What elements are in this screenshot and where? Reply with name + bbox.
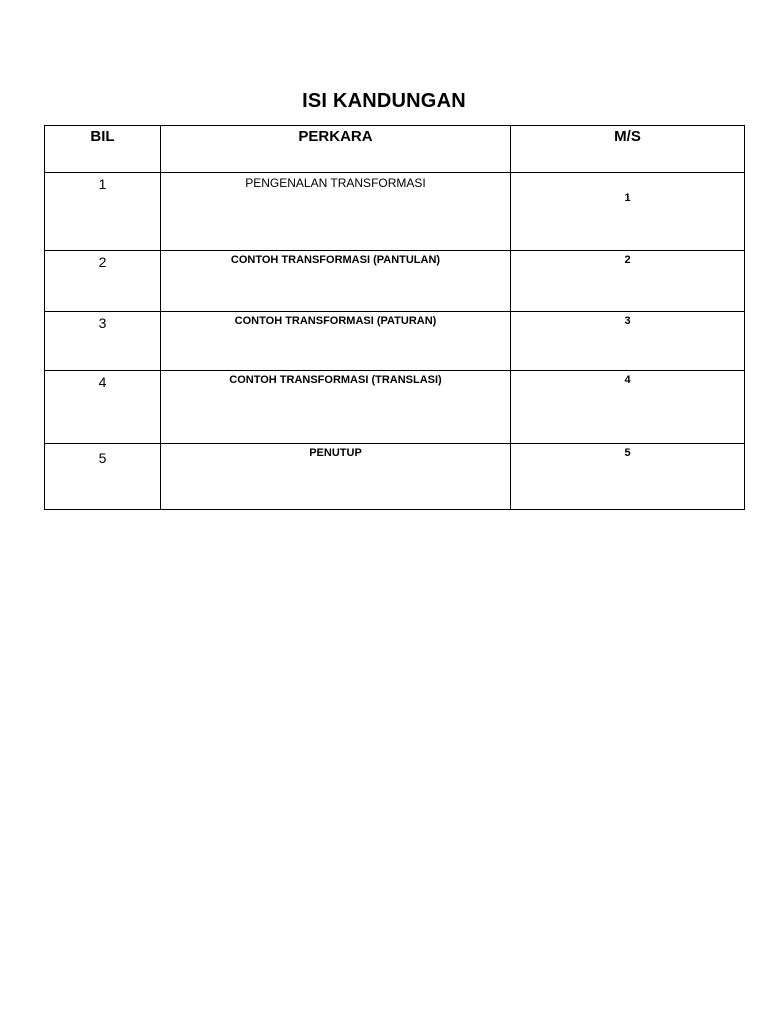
cell-ms: 3 <box>511 312 745 371</box>
cell-bil: 1 <box>45 173 161 251</box>
cell-bil: 3 <box>45 312 161 371</box>
cell-ms: 1 <box>511 173 745 251</box>
table-of-contents <box>44 125 745 510</box>
table-row <box>45 444 745 510</box>
cell-perkara: PENGENALAN TRANSFORMASI <box>161 173 511 251</box>
page-title: ISI KANDUNGAN <box>302 90 466 112</box>
cell-ms: 2 <box>511 251 745 312</box>
table-row <box>45 173 745 251</box>
cell-perkara: CONTOH TRANSFORMASI (PANTULAN) <box>161 251 511 312</box>
cell-ms: 5 <box>511 444 745 510</box>
cell-ms: 4 <box>511 371 745 444</box>
table-header-row <box>45 126 745 173</box>
cell-bil: 4 <box>45 371 161 444</box>
table-row <box>45 251 745 312</box>
cell-perkara: CONTOH TRANSFORMASI (TRANSLASI) <box>161 371 511 444</box>
header-ms: M/S <box>511 126 745 173</box>
cell-bil: 5 <box>45 444 161 510</box>
table-row <box>45 371 745 444</box>
header-perkara: PERKARA <box>161 126 511 173</box>
cell-perkara: PENUTUP <box>161 444 511 510</box>
table-row <box>45 312 745 371</box>
header-bil: BIL <box>45 126 161 173</box>
cell-bil: 2 <box>45 251 161 312</box>
cell-perkara: CONTOH TRANSFORMASI (PATURAN) <box>161 312 511 371</box>
